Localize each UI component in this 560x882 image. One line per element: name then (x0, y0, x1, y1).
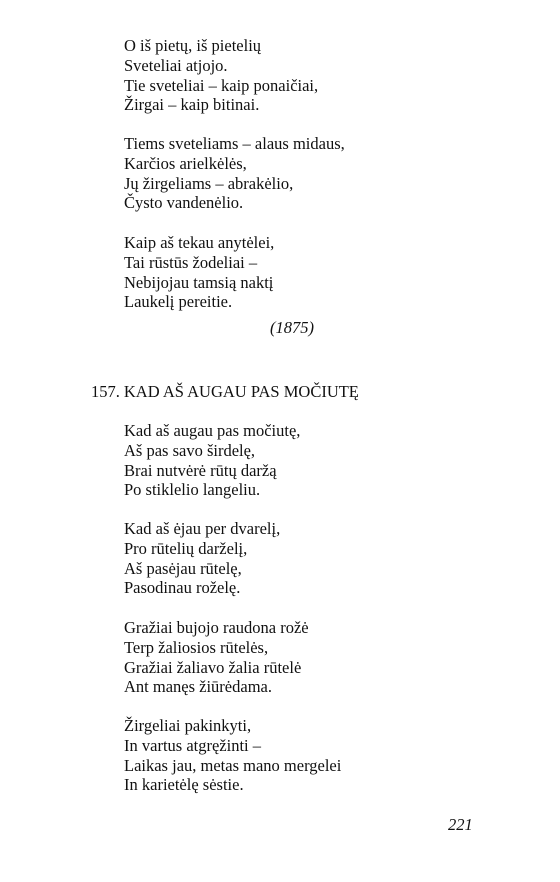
verse-line: Pasodinau roželę. (124, 578, 241, 598)
page-number: 221 (448, 815, 473, 834)
verse-line: Kad aš ėjau per dvarelį, (124, 519, 281, 538)
stanza (124, 519, 280, 598)
verse-line: Žirgeliai pakinkyti, (124, 716, 252, 735)
verse-line: Sveteliai atjojo. (124, 55, 228, 75)
verse-line: Tie sveteliai – kaip ponaičiai, (124, 75, 319, 95)
verse-line: In vartus atgręžinti – (124, 735, 261, 755)
verse-line: Jų žirgeliams – abrakėlio, (124, 173, 294, 193)
poem-number: 157. (91, 382, 120, 401)
poem-title: KAD AŠ AUGAU PAS MOČIUTĘ (123, 382, 359, 401)
verse-line: In karietėlę sėstie. (124, 775, 244, 795)
stanza (124, 421, 300, 500)
stanza (124, 716, 341, 795)
verse-line: Čysto vandenėlio. (124, 193, 244, 213)
verse-line: Laikas jau, metas mano mergelei (124, 755, 342, 775)
verse-line: Laukelį pereitie. (124, 292, 233, 312)
stanza (124, 233, 274, 312)
verse-line: Po stiklelio langeliu. (124, 480, 261, 500)
verse-line: Kad aš augau pas močiutę, (124, 421, 301, 440)
verse-line: Nebijojau tamsią naktį (124, 272, 274, 292)
verse-line: Pro rūtelių darželį, (124, 538, 248, 558)
stanza (124, 134, 345, 213)
verse-line: Terp žaliosios rūtelės, (124, 637, 269, 657)
verse-line: O iš pietų, iš pietelių (124, 36, 262, 55)
verse-line: Kaip aš tekau anytėlei, (124, 233, 275, 252)
verse-line: Brai nutvėrė rūtų daržą (124, 460, 277, 480)
verse-line: Karčios arielkėlės, (124, 153, 247, 173)
verse-line: Žirgai – kaip bitinai. (124, 95, 260, 115)
verse-line: Tiems sveteliams – alaus midaus, (124, 134, 345, 153)
stanza (124, 618, 309, 697)
poem-heading (91, 382, 359, 402)
stanza (124, 36, 318, 115)
verse-line: Gražiai bujojo raudona rožė (124, 618, 309, 637)
poem-date: (1875) (270, 318, 314, 337)
verse-line: Tai rūstūs žodeliai – (124, 252, 258, 272)
verse-line: Aš pas savo širdelę, (124, 440, 256, 460)
verse-line: Aš pasėjau rūtelę, (124, 558, 242, 578)
verse-line: Gražiai žaliavo žalia rūtelė (124, 657, 302, 677)
verse-line: Ant manęs žiūrėdama. (124, 677, 272, 697)
